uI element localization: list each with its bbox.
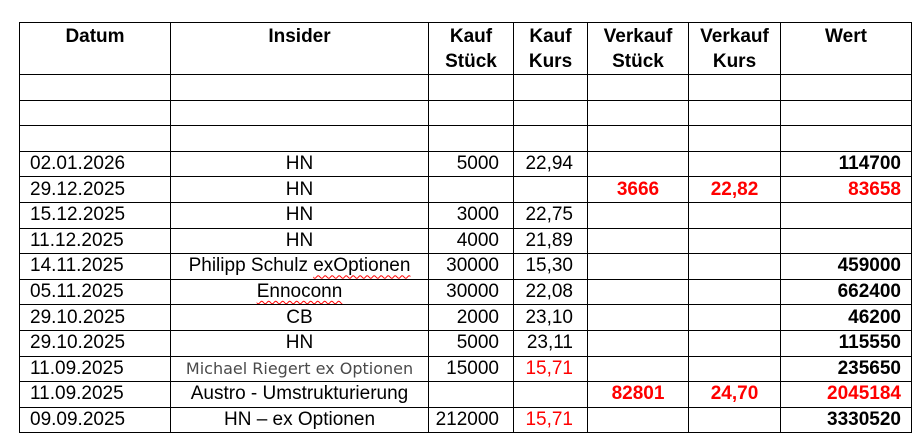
- cell-wert[interactable]: 662400: [781, 279, 912, 305]
- cell-verkauf-stueck[interactable]: [588, 305, 689, 331]
- cell-verkauf-kurs[interactable]: 22,82: [689, 177, 781, 203]
- table-row: [20, 382, 912, 408]
- table-row: [20, 228, 912, 254]
- cell-insider[interactable]: HN: [171, 228, 429, 254]
- cell-kauf-kurs[interactable]: 23,10: [514, 305, 588, 331]
- cell-verkauf-stueck[interactable]: [588, 330, 689, 356]
- cell-insider[interactable]: Austro - Umstrukturierung: [171, 382, 429, 408]
- cell-kauf-stueck[interactable]: 212000: [429, 407, 514, 433]
- cell-kauf-stueck[interactable]: [429, 75, 514, 101]
- column-header-datum[interactable]: Datum: [20, 23, 171, 75]
- table-row: [20, 202, 912, 228]
- cell-wert[interactable]: 83658: [781, 177, 912, 203]
- cell-verkauf-kurs[interactable]: [689, 228, 781, 254]
- cell-kauf-stueck[interactable]: 5000: [429, 151, 514, 177]
- cell-wert[interactable]: 2045184: [781, 382, 912, 408]
- cell-verkauf-kurs[interactable]: [689, 407, 781, 433]
- cell-verkauf-stueck[interactable]: [588, 407, 689, 433]
- cell-verkauf-stueck[interactable]: [588, 202, 689, 228]
- header-row: [20, 23, 912, 75]
- cell-insider[interactable]: Michael Riegert ex Optionen: [171, 356, 429, 382]
- cell-insider[interactable]: CB: [171, 305, 429, 331]
- cell-kauf-kurs[interactable]: [514, 126, 588, 152]
- cell-verkauf-kurs[interactable]: [689, 305, 781, 331]
- text-run: Philipp Schulz: [188, 255, 314, 277]
- cell-datum[interactable]: 29.10.2025: [20, 305, 171, 331]
- table-row: [20, 100, 912, 126]
- cell-kauf-kurs[interactable]: [514, 177, 588, 203]
- cell-verkauf-kurs[interactable]: [689, 126, 781, 152]
- cell-wert[interactable]: 3330520: [781, 407, 912, 433]
- cell-insider[interactable]: [171, 254, 429, 280]
- table-row: [20, 305, 912, 331]
- table-row: [20, 407, 912, 433]
- cell-datum[interactable]: [20, 100, 171, 126]
- cell-wert[interactable]: 235650: [781, 356, 912, 382]
- table-row: [20, 254, 912, 280]
- table-row: [20, 356, 912, 382]
- cell-wert[interactable]: 46200: [781, 305, 912, 331]
- table-container: [19, 22, 912, 433]
- cell-kauf-stueck[interactable]: 30000: [429, 254, 514, 280]
- cell-kauf-kurs[interactable]: [514, 75, 588, 101]
- cell-kauf-kurs[interactable]: [514, 382, 588, 408]
- cell-kauf-kurs[interactable]: 15,71: [514, 407, 588, 433]
- cell-wert[interactable]: 114700: [781, 151, 912, 177]
- cell-kauf-kurs[interactable]: 22,94: [514, 151, 588, 177]
- cell-datum[interactable]: 09.09.2025: [20, 407, 171, 433]
- cell-verkauf-kurs[interactable]: [689, 75, 781, 101]
- cell-verkauf-kurs[interactable]: [689, 202, 781, 228]
- cell-kauf-stueck[interactable]: [429, 100, 514, 126]
- cell-verkauf-stueck[interactable]: [588, 151, 689, 177]
- cell-wert[interactable]: [781, 202, 912, 228]
- misspelled-word: exOptionen: [313, 255, 411, 277]
- insider-trades-table: [19, 22, 912, 433]
- table-row: [20, 151, 912, 177]
- cell-verkauf-stueck[interactable]: [588, 126, 689, 152]
- cell-wert[interactable]: [781, 100, 912, 126]
- cell-datum[interactable]: 11.09.2025: [20, 356, 171, 382]
- cell-datum[interactable]: 11.09.2025: [20, 382, 171, 408]
- cell-verkauf-stueck[interactable]: [588, 228, 689, 254]
- cell-kauf-kurs[interactable]: 15,30: [514, 254, 588, 280]
- cell-verkauf-stueck[interactable]: [588, 279, 689, 305]
- cell-insider[interactable]: HN: [171, 151, 429, 177]
- cell-datum[interactable]: 29.12.2025: [20, 177, 171, 203]
- cell-insider[interactable]: HN: [171, 330, 429, 356]
- cell-verkauf-kurs[interactable]: 24,70: [689, 382, 781, 408]
- cell-verkauf-kurs[interactable]: [689, 151, 781, 177]
- cell-datum[interactable]: [20, 126, 171, 152]
- cell-kauf-stueck[interactable]: 2000: [429, 305, 514, 331]
- cell-datum[interactable]: 05.11.2025: [20, 279, 171, 305]
- cell-wert[interactable]: [781, 75, 912, 101]
- cell-verkauf-stueck[interactable]: [588, 100, 689, 126]
- cell-wert[interactable]: 459000: [781, 254, 912, 280]
- cell-kauf-stueck[interactable]: 15000: [429, 356, 514, 382]
- cell-kauf-stueck[interactable]: 4000: [429, 228, 514, 254]
- cell-kauf-stueck[interactable]: [429, 382, 514, 408]
- cell-verkauf-stueck[interactable]: 82801: [588, 382, 689, 408]
- cell-kauf-stueck[interactable]: 5000: [429, 330, 514, 356]
- cell-verkauf-kurs[interactable]: [689, 100, 781, 126]
- cell-verkauf-kurs[interactable]: [689, 330, 781, 356]
- cell-verkauf-stueck[interactable]: [588, 356, 689, 382]
- table-row: [20, 126, 912, 152]
- cell-kauf-kurs[interactable]: 21,89: [514, 228, 588, 254]
- misspelled-word: Ennoconn: [256, 281, 343, 303]
- table-row: [20, 177, 912, 203]
- cell-verkauf-kurs[interactable]: [689, 254, 781, 280]
- table-row: [20, 279, 912, 305]
- cell-kauf-stueck[interactable]: [429, 177, 514, 203]
- cell-wert[interactable]: [781, 126, 912, 152]
- column-header-kauf-kurs[interactable]: Kauf Kurs: [514, 23, 588, 75]
- cell-wert[interactable]: [781, 228, 912, 254]
- cell-kauf-kurs[interactable]: [514, 100, 588, 126]
- column-header-verkauf-kurs[interactable]: Verkauf Kurs: [689, 23, 781, 75]
- cell-verkauf-stueck[interactable]: [588, 75, 689, 101]
- cell-verkauf-kurs[interactable]: [689, 356, 781, 382]
- cell-verkauf-stueck[interactable]: 3666: [588, 177, 689, 203]
- cell-datum[interactable]: 29.10.2025: [20, 330, 171, 356]
- cell-wert[interactable]: 115550: [781, 330, 912, 356]
- cell-kauf-kurs[interactable]: 15,71: [514, 356, 588, 382]
- cell-kauf-stueck[interactable]: 3000: [429, 202, 514, 228]
- cell-datum[interactable]: 15.12.2025: [20, 202, 171, 228]
- cell-verkauf-kurs[interactable]: [689, 279, 781, 305]
- column-header-wert[interactable]: Wert: [781, 23, 912, 75]
- cell-insider[interactable]: [171, 100, 429, 126]
- table-row: [20, 75, 912, 101]
- column-header-kauf-stueck[interactable]: Kauf Stück: [429, 23, 514, 75]
- cell-insider[interactable]: HN: [171, 177, 429, 203]
- cell-insider[interactable]: [171, 75, 429, 101]
- cell-kauf-kurs[interactable]: 22,75: [514, 202, 588, 228]
- cell-kauf-stueck[interactable]: [429, 126, 514, 152]
- cell-kauf-kurs[interactable]: 23,11: [514, 330, 588, 356]
- cell-datum[interactable]: 11.12.2025: [20, 228, 171, 254]
- cell-datum[interactable]: 02.01.2026: [20, 151, 171, 177]
- table-row: [20, 330, 912, 356]
- cell-insider[interactable]: [171, 279, 429, 305]
- cell-kauf-stueck[interactable]: 30000: [429, 279, 514, 305]
- cell-insider[interactable]: HN – ex Optionen: [171, 407, 429, 433]
- column-header-verkauf-stueck[interactable]: Verkauf Stück: [588, 23, 689, 75]
- cell-datum[interactable]: [20, 75, 171, 101]
- cell-insider[interactable]: [171, 126, 429, 152]
- cell-datum[interactable]: 14.11.2025: [20, 254, 171, 280]
- cell-kauf-kurs[interactable]: 22,08: [514, 279, 588, 305]
- cell-verkauf-stueck[interactable]: [588, 254, 689, 280]
- cell-insider[interactable]: HN: [171, 202, 429, 228]
- column-header-insider[interactable]: Insider: [171, 23, 429, 75]
